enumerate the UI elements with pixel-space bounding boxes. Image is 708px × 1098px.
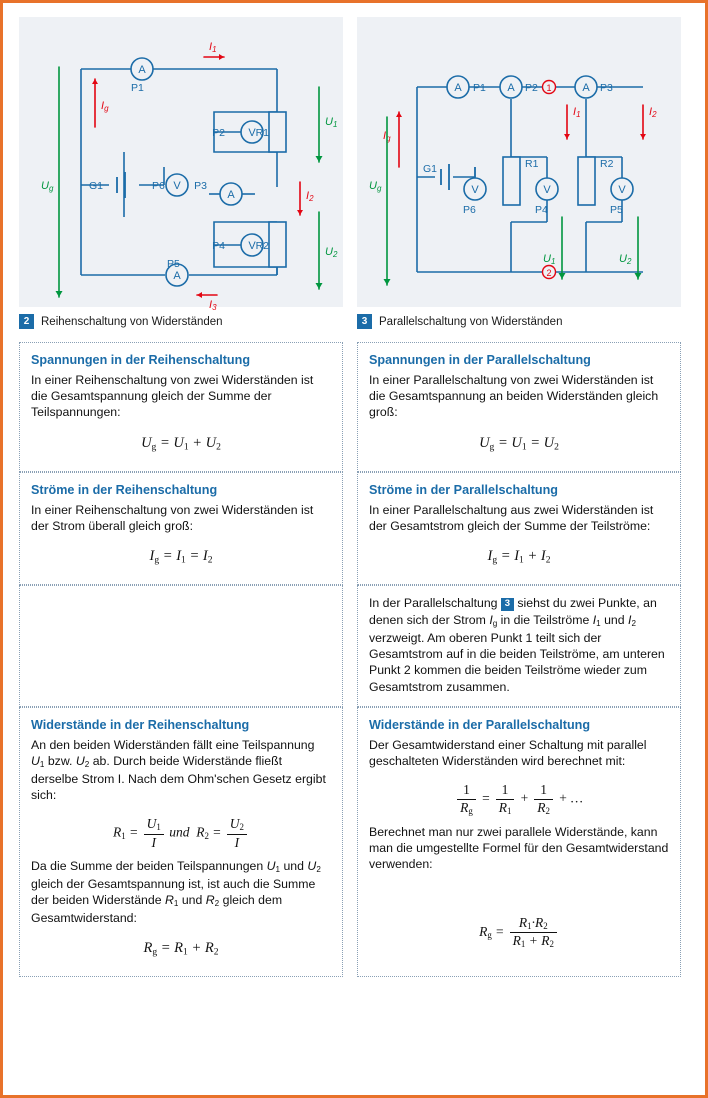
voltmeter-p2-glyph: V <box>248 127 256 139</box>
cell-resistance-series <box>19 707 343 977</box>
ammeter-p1-glyph: A <box>138 64 146 76</box>
note-text-1: In der Parallelschaltung <box>369 596 498 611</box>
note-text-2: siehst du zwei Punkte, an denen sich der Strom <box>369 596 657 627</box>
formula-voltage-series: $U_g = U_1 + U_2$ <box>141 434 221 453</box>
note-text-4: und <box>604 612 625 627</box>
figure-parallel <box>357 17 681 329</box>
figure-series-caption <box>19 314 343 329</box>
voltmeter-p6-glyph: V <box>173 180 181 192</box>
note-text-3: in die Teilströme <box>500 612 590 627</box>
resistor-r2 <box>578 157 595 205</box>
figure-parallel-canvas <box>357 17 681 307</box>
cell-current-parallel-text: In einer Parallelschaltung aus zwei Widerständen ist der Gesamtstrom gleich der Summe der Teilströme: <box>369 502 654 533</box>
voltmeter-p4-glyph: V <box>248 240 256 252</box>
label-p2: P2 <box>525 82 538 94</box>
cell-empty <box>19 585 343 707</box>
cell-current-parallel-title: Ströme in der Parallelschaltung <box>369 482 558 497</box>
node1-label: 1 <box>546 83 552 93</box>
cell-resistance-series-title: Widerstände in der Reihenschaltung <box>31 717 250 732</box>
cell-resistance-parallel-text-1: Der Gesamtwiderstand einer Schaltung mit parallel geschalteten Widerständen wird berechnet mit: <box>369 737 647 768</box>
series-circuit-svg <box>19 17 343 312</box>
res-series-text-8: gleich dem Gesamtwiderstand: <box>31 892 283 925</box>
voltmeter-p6-glyph: V <box>471 184 479 196</box>
cell-resistance-series-text-a: An den beiden Widerständen fällt eine Teilspannung $U_1$ bzw. $U_2$ ab. Durch beide Widerstände fließt derselbe Strom I. Nach dem Ohm'schen Gesetz ergibt sich: <box>31 737 326 803</box>
ammeter-p3-glyph: A <box>582 82 590 94</box>
label-p6: P6 <box>463 204 476 216</box>
label-r1: R1 <box>525 158 539 170</box>
formula-current-series: $I_g = I_1 = I_2$ <box>149 548 213 566</box>
cell-voltage-series <box>19 342 343 472</box>
label-ig: Ig <box>101 100 109 113</box>
label-g1: G1 <box>89 180 104 192</box>
figure-parallel-caption <box>357 314 681 329</box>
res-series-text-3: ab. Durch beide Widerstände fließt derselbe Strom I. Nach dem Ohm'schen Gesetz ergibt sich: <box>31 753 326 803</box>
res-series-text-4: Da die Summe der beiden Teilspannungen <box>31 858 264 873</box>
label-p3: P3 <box>194 180 207 192</box>
formula-resistance-series-2: $R_g = R_1 + R_2$ <box>143 940 219 958</box>
voltmeter-p4-glyph: V <box>543 184 551 196</box>
parallel-circuit-svg <box>357 17 681 307</box>
formula-resistance-series-1: $R_1$ = $\frac{U_1}{I}$ und $R_2$ = $\frac{U_2}{I}$ <box>31 816 331 851</box>
label-p1: P1 <box>131 82 144 94</box>
cell-resistance-parallel-text-2: Berechnet man nur zwei parallele Widerstände, kann man die umgestellte Formel für den Gesamtwiderstand verwenden: <box>369 824 669 872</box>
label-i1: I1 <box>209 41 217 54</box>
cell-voltage-series-title: Spannungen in der Reihenschaltung <box>31 353 251 367</box>
label-p4: P4 <box>212 240 225 252</box>
label-i2: I2 <box>649 106 657 119</box>
label-u1: U1 <box>325 116 338 129</box>
figure-parallel-number: 3 <box>357 314 372 329</box>
label-i1: I1 <box>573 106 581 119</box>
cell-current-series-title: Ströme in der Reihenschaltung <box>31 482 218 497</box>
label-u2: U2 <box>619 253 632 266</box>
label-r2: R2 <box>255 240 269 252</box>
res-series-text-5: und <box>283 858 304 873</box>
label-g1: G1 <box>423 163 438 175</box>
resistor-r1 <box>503 157 520 205</box>
label-r2: R2 <box>600 158 614 170</box>
label-u1: U1 <box>543 253 556 266</box>
cell-note-parallel <box>357 585 681 707</box>
ammeter-p3-glyph: A <box>227 189 235 201</box>
label-r1: R1 <box>255 127 269 139</box>
label-u2: U2 <box>325 246 338 259</box>
voltmeter-p5-glyph: V <box>618 184 626 196</box>
cell-current-parallel <box>357 472 681 586</box>
label-i2: I2 <box>306 190 314 203</box>
formula-resistance-parallel-2: $R_g$ = $\frac{R_1\cdot R_2}{R_1 + R_2}$ <box>369 915 669 951</box>
note-text-5: verzweigt. Am oberen Punkt 1 teilt sich der Gesamtstrom auf in die beiden Teilströme, am unteren Punkt 2 kommen die beiden Teilströme wieder zum Gesamtstrom zusammen. <box>369 630 665 694</box>
label-ig: Ig <box>383 130 391 143</box>
label-p1: P1 <box>473 82 486 94</box>
label-p2: P2 <box>212 127 225 139</box>
ammeter-p1-glyph: A <box>454 82 462 94</box>
cell-resistance-parallel-title: Widerstände in der Parallelschaltung <box>369 717 591 732</box>
note-figure-badge: 3 <box>501 598 514 611</box>
resistor-r1 <box>269 112 286 152</box>
cell-current-series-text: In einer Reihenschaltung von zwei Widerständen ist der Strom überall gleich groß: <box>31 502 314 533</box>
formula-voltage-parallel: $U_g = U_1 = U_2$ <box>479 434 559 453</box>
battery-symbol-g1 <box>441 164 449 190</box>
figure-series-caption-text: Reihenschaltung von Widerständen <box>41 315 223 328</box>
label-p4: P4 <box>535 204 548 216</box>
figure-parallel-caption-text: Parallelschaltung von Widerständen <box>379 315 563 328</box>
cell-voltage-parallel <box>357 342 681 472</box>
ammeter-p2-glyph: A <box>507 82 515 94</box>
figure-series <box>19 17 343 329</box>
label-ug: Ug <box>369 180 382 193</box>
content-grid <box>19 342 689 977</box>
label-ug: Ug <box>41 180 54 193</box>
figure-series-canvas <box>19 17 343 312</box>
resistor-r2 <box>269 222 286 267</box>
cell-current-series <box>19 472 343 586</box>
cell-voltage-parallel-text: In einer Parallelschaltung von zwei Widerständen ist die Gesamtspannung an beiden Widerständen gleich groß: <box>369 372 659 420</box>
cell-voltage-series-text: In einer Reihenschaltung von zwei Widerständen ist die Gesamtspannung gleich der Summe der Teilspannungen: <box>31 372 314 420</box>
label-p5: P5 <box>610 204 623 216</box>
label-p6: P6 <box>152 180 165 192</box>
figure-series-number: 2 <box>19 314 34 329</box>
label-p5: P5 <box>167 258 180 270</box>
cell-voltage-parallel-title: Spannungen in der Parallelschaltung <box>369 353 591 367</box>
cell-note-parallel-text: In der Parallelschaltung 3 siehst du zwei Punkte, an denen sich der Strom $I_g$ in die Teilströme $I_1$ und $I_2$ verzweigt. Am oberen Punkt 1 teilt sich der Gesamtstrom auf in die beiden Teilströme, am unteren Punkt 2 kommen die beiden Teilströme wieder zum Gesamtstrom zusammen. <box>369 596 665 694</box>
label-p3: P3 <box>600 82 613 94</box>
formula-resistance-parallel-1: $\frac{1}{R_g}$ = $\frac{1}{R_1}$ + $\frac{1}{R_2}$ + … <box>369 782 669 817</box>
res-series-text-7: und <box>181 892 203 907</box>
res-series-text-6: gleich der Gesamtspannung ist, ist auch die Summe der beiden Widerstände <box>31 876 316 907</box>
cell-resistance-parallel <box>357 707 681 977</box>
formula-current-parallel: $I_g = I_1 + I_2$ <box>487 548 551 566</box>
cell-resistance-series-text-b: Da die Summe der beiden Teilspannungen $U_1$ und $U_2$ gleich der Gesamtspannung ist, ist auch die Summe der beiden Widerstände $R_1$ und $R_2$ gleich dem Gesamtwiderstand: <box>31 858 321 925</box>
res-series-text-1: An den beiden Widerständen fällt eine Teilspannung <box>31 737 315 752</box>
figures-row <box>19 17 689 329</box>
label-i3: I3 <box>209 299 217 312</box>
node2-label: 2 <box>546 268 552 278</box>
ammeter-p5-glyph: A <box>173 270 181 282</box>
res-series-text-2: bzw. <box>47 753 73 768</box>
